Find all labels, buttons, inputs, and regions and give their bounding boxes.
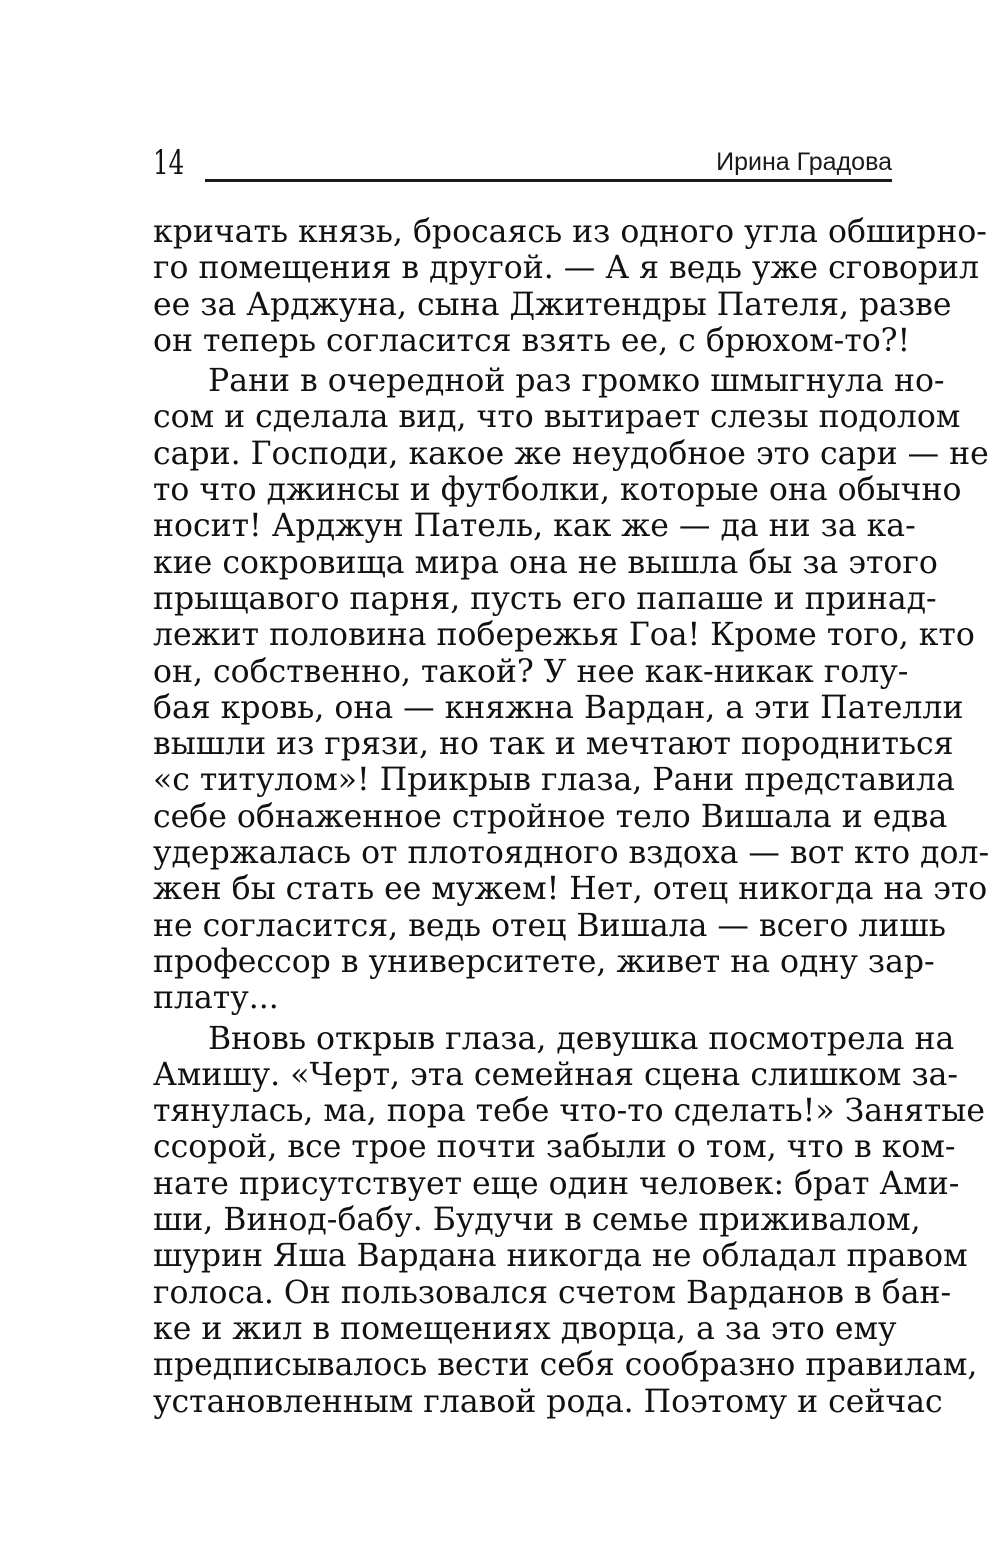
text-line: Вновь открыв глаза, девушка посмотрела на [208, 1020, 955, 1057]
text-line: удержалась от плотоядного вздоха — вот кто дол- [153, 835, 990, 872]
text-line: ссорой, все трое почти забыли о том, что в ком- [153, 1129, 956, 1166]
text-line: тянулась, ма, пора тебе что-то сделать!» Занятые [153, 1093, 986, 1130]
text-line: прыщавого парня, пусть его папаше и принад- [153, 580, 937, 617]
text-line: кричать князь, бросаясь из одного угла обширно- [153, 214, 987, 250]
text-line: то что джинсы и футболки, которые она обычно [153, 472, 962, 509]
text-line: профессор в университете, живет на одну зар- [153, 943, 935, 980]
text-line: Рани в очередной раз громко шмыгнула но- [208, 363, 945, 400]
text-line: кие сокровища мира она не вышла бы за этого [153, 544, 938, 581]
text-line: жен бы стать ее мужем! Нет, отец никогда на это [153, 871, 988, 908]
paragraph [153, 214, 987, 359]
text-line: нате присутствует еще один человек: брат Ами- [153, 1165, 960, 1202]
text-line: ши, Винод-бабу. Будучи в семье приживалом, [153, 1202, 921, 1239]
text-line: сом и сделала вид, что вытирает слезы подолом [153, 399, 961, 436]
page-number: 14 [153, 143, 185, 183]
paragraph [153, 1020, 986, 1420]
text-line: Амишу. «Черт, эта семейная сцена слишком за- [153, 1056, 959, 1093]
text-line: носит! Арджун Патель, как же — да ни за ка- [153, 508, 916, 545]
text-line: шурин Яша Вардана никогда не обладал правом [153, 1238, 968, 1275]
header-rule [205, 179, 892, 182]
running-head-author: Ирина Градова [716, 148, 892, 176]
text-line: плату... [153, 980, 279, 1017]
text-line: себе обнаженное стройное тело Вишала и едва [153, 798, 948, 835]
body-text [153, 214, 990, 1420]
text-line: го помещения в другой. — А я ведь уже сговорил [153, 250, 980, 287]
text-line: голоса. Он пользовался счетом Варданов в бан- [153, 1274, 952, 1311]
text-line: сари. Господи, какое же неудобное это сари — не [153, 435, 989, 472]
text-line: не согласится, ведь отец Вишала — всего лишь [153, 907, 946, 944]
text-line: «с титулом»! Прикрыв глаза, Рани представила [153, 762, 955, 799]
text-line: предписывалось вести себя сообразно правилам, [153, 1347, 978, 1384]
paragraph [153, 363, 990, 1017]
text-line: бая кровь, она — княжна Вардан, а эти Пателли [153, 689, 964, 726]
text-line: он, собственно, такой? У нее как-никак голу- [153, 653, 909, 690]
text-line: ее за Арджуна, сына Джитендры Пателя, разве [153, 286, 952, 323]
text-line: лежит половина побережья Гоа! Кроме того, кто [153, 617, 975, 654]
text-line: установленным главой рода. Поэтому и сейчас [153, 1383, 943, 1420]
text-line: он теперь согласится взять ее, с брюхом-то?! [153, 322, 911, 359]
text-line: ке и жил в помещениях дворца, а за это ему [153, 1310, 897, 1347]
text-line: вышли из грязи, но так и мечтают породниться [153, 726, 954, 763]
